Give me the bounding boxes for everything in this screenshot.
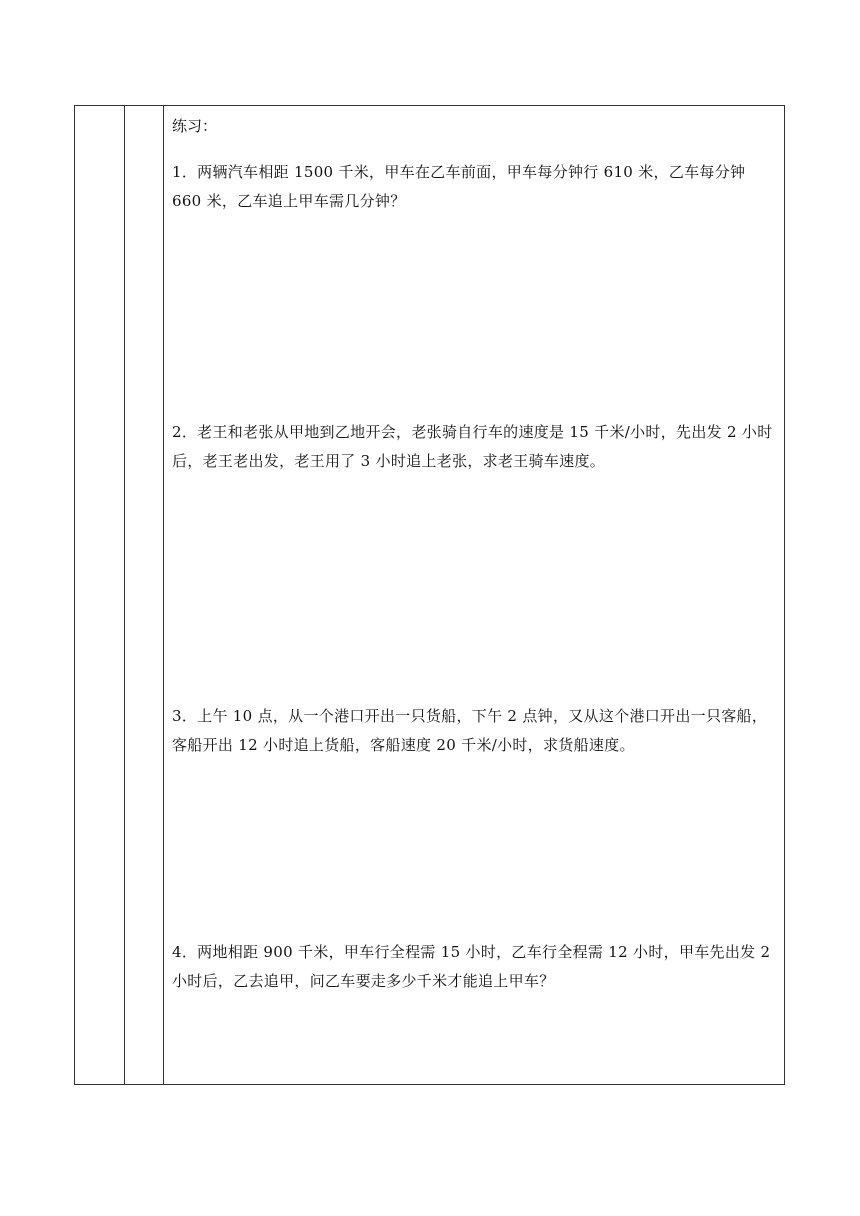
blank-column-left: [75, 106, 125, 1084]
blank-column-middle: [125, 106, 164, 1084]
worksheet-table: [74, 105, 785, 1085]
problem-2: 2．老王和老张从甲地到乙地开会，老张骑自行车的速度是 15 千米/小时，先出发 2 小时后，老王老出发，老王用了 3 小时追上老张，求老王骑车速度。: [172, 423, 773, 470]
problem-4: 4．两地相距 900 千米，甲车行全程需 15 小时，乙车行全程需 12 小时，甲车先出发 2 小时后，乙去追甲，问乙车要走多少千米才能追上甲车？: [172, 943, 771, 990]
problem-1: 1．两辆汽车相距 1500 千米，甲车在乙车前面，甲车每分钟行 610 米，乙车每分钟 660 米，乙车追上甲车需几分钟？: [172, 163, 746, 210]
exercise-cell: [164, 106, 784, 1084]
problem-3: 3．上午 10 点，从一个港口开出一只货船，下午 2 点钟，又从这个港口开出一只客船，客船开出 12 小时追上货船，客船速度 20 千米/小时，求货船速度。: [172, 707, 768, 754]
exercise-heading: 练习：: [172, 117, 218, 135]
